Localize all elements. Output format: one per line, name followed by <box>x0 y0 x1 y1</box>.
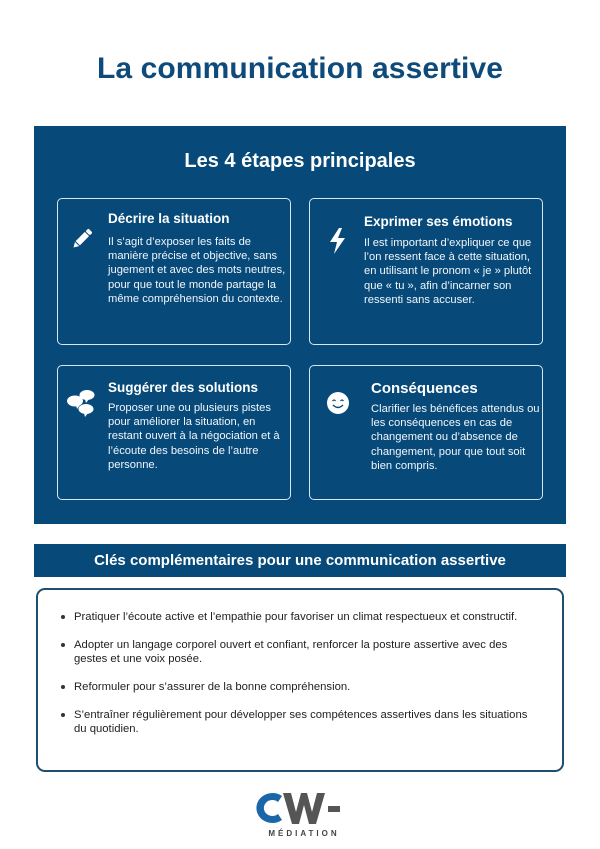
step-card-suggest <box>57 365 291 500</box>
list-item: Pratiquer l’écoute active et l’empathie pour favoriser un climat respectueux et constructif. <box>60 610 540 624</box>
page-title: La communication assertive <box>96 52 504 85</box>
step-description: Clarifier les bénéfices attendus ou les conséquences en cas de changement ou d’absence de changement, pour que tout soit bien compris. <box>371 403 540 472</box>
pencil-icon <box>68 225 96 253</box>
step-description: Il s’agit d’exposer les faits de manière précise et objective, sans jugement et avec des mots neutres, pour que tout le monde partage la même compréhension du contexte. <box>108 236 286 305</box>
keys-list <box>60 610 540 750</box>
speech-bubbles-icon <box>66 388 100 418</box>
step-title: Exprimer ses émotions <box>364 214 513 229</box>
keys-box <box>36 588 564 772</box>
step-title: Suggérer des solutions <box>108 380 259 395</box>
step-card-describe <box>57 198 291 345</box>
list-item: S’entraîner régulièrement pour développer ses compétences assertives dans les situations du quotidien. <box>60 708 540 736</box>
steps-panel <box>34 126 566 524</box>
cw-mediation-logo <box>254 788 354 840</box>
step-card-express <box>309 198 543 345</box>
logo-subtitle: MÉDIATION <box>268 829 340 838</box>
keys-section-title: Clés complémentaires pour une communication assertive <box>34 544 566 577</box>
step-card-consequences <box>309 365 543 500</box>
smiley-icon <box>326 391 354 419</box>
steps-title: Les 4 étapes principales <box>184 150 416 172</box>
list-item: Reformuler pour s’assurer de la bonne compréhension. <box>60 680 540 694</box>
step-description: Proposer une ou plusieurs pistes pour améliorer la situation, en restant ouvert à la négociation et à l’écoute des besoins de l’autre personne. <box>108 402 280 471</box>
list-item: Adopter un langage corporel ouvert et confiant, renforcer la posture assertive avec des gestes et une voix posée. <box>60 638 540 666</box>
step-title: Décrire la situation <box>108 211 230 226</box>
step-title: Conséquences <box>371 380 478 397</box>
step-description: Il est important d’expliquer ce que l’on ressent face à cette situation, en utilisant le pronom « je » plutôt que « tu », afin d’incarner son ressenti sans accuser. <box>364 237 532 306</box>
lightning-icon <box>326 227 354 255</box>
cw-logo-mark <box>254 788 354 828</box>
